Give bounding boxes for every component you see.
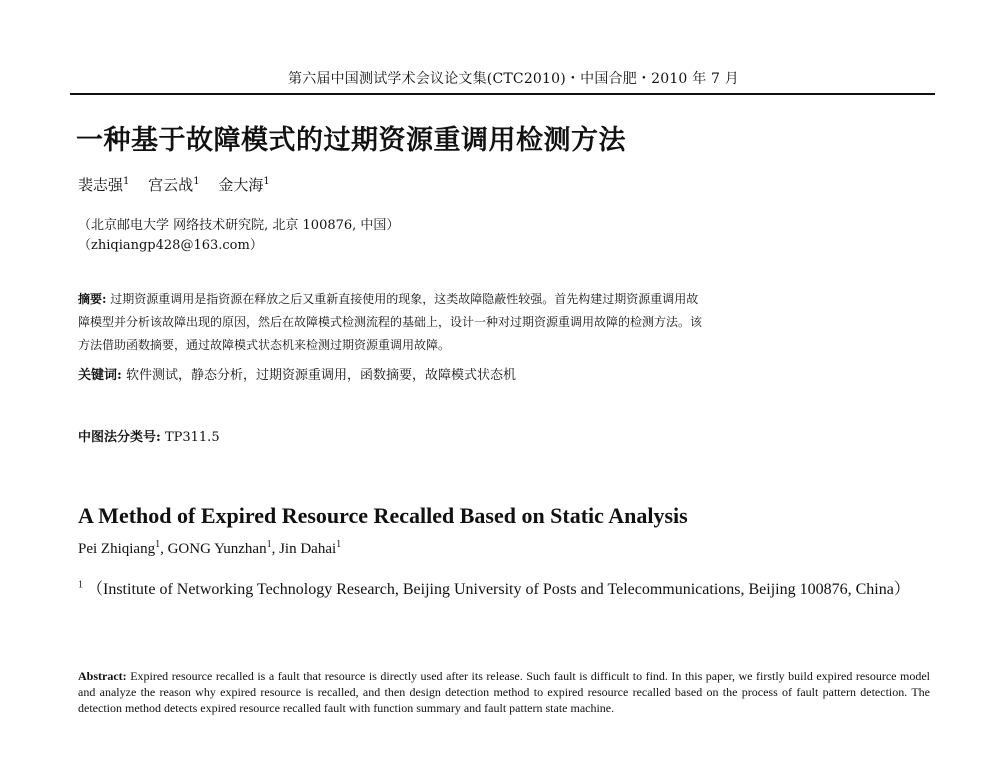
chinese-affiliation: [78, 216, 399, 256]
affiliation-text: （Institute of Networking Technology Research, Beijing University of Posts and Telecommunications, Beijing 100876, China）: [87, 581, 910, 598]
abstract-line: 障模型并分析该故障出现的原因，然后在故障模式检测流程的基础上，设计一种对过期资源重调用故障的检测方法。该: [78, 315, 703, 329]
chinese-keywords: [78, 364, 516, 383]
author-name: 裴志强: [78, 176, 124, 194]
keywords-text: 软件测试，静态分析，过期资源重调用，函数摘要，故障模式状态机: [125, 368, 516, 383]
running-header: 第六届中国测试学术会议论文集(CTC2010)・中国合肥・2010 年 7 月: [288, 71, 739, 87]
author-name: Jin Dahai: [279, 541, 337, 557]
author-name: Pei Zhiqiang: [78, 541, 156, 557]
classification-label: 中图法分类号:: [78, 430, 161, 445]
english-title: A Method of Expired Resource Recalled Based on Static Analysis: [78, 503, 688, 528]
affiliation-mark: 1: [193, 176, 200, 187]
chinese-author: [218, 176, 269, 194]
affiliation-mark: 1: [78, 579, 83, 591]
affiliation-mark: 1: [155, 539, 161, 550]
classification-number: [78, 426, 220, 445]
abstract-text: Expired resource recalled is a fault that resource is directly used after its release. Such fault is difficult to find. In this paper, we firstly build expired resource model and analyze the reason why expired resource is recalled, and then design detection method to expired resource recalled based on the process of fault pattern detection. The detection method detects expired resource recalled fault with function summary and fault pattern state machine.: [78, 669, 931, 715]
abstract-line: 摘要: 过期资源重调用是指资源在释放之后又重新直接使用的现象，这类故障隐蔽性较强。首先构建过期资源重调用故: [78, 292, 699, 306]
header-rule: [70, 93, 935, 95]
affiliation-mark: 1: [336, 539, 342, 550]
keywords-label: 关键词:: [78, 368, 122, 383]
affiliation-line: （北京邮电大学 网络技术研究院, 北京 100876, 中国）: [78, 218, 400, 233]
abstract-line: 方法借助函数摘要，通过故障模式状态机来检测过期资源重调用故障。: [78, 338, 451, 352]
author-name: GONG Yunzhan: [167, 541, 267, 557]
chinese-title: 一种基于故障模式的过期资源重调用检测方法: [76, 125, 626, 156]
affiliation-mark: 1: [263, 176, 270, 187]
abstract-label: Abstract:: [78, 669, 127, 683]
classification-code: TP311.5: [164, 430, 220, 445]
affiliation-mark: 1: [123, 176, 130, 187]
chinese-author: [78, 176, 129, 194]
chinese-abstract: [78, 288, 888, 357]
chinese-authors: [78, 174, 284, 195]
email-line: （zhiqiangp428@163.com）: [78, 238, 263, 253]
english-abstract: [78, 668, 930, 716]
author-name: 金大海: [218, 176, 264, 194]
chinese-author: [148, 176, 199, 194]
abstract-label: 摘要:: [78, 292, 107, 306]
affiliation-mark: 1: [266, 539, 272, 550]
author-name: 宫云战: [148, 176, 194, 194]
english-authors: Pei Zhiqiang$^1$, GONG Yunzhan$^1$, Jin Dahai$^1$: [78, 539, 342, 557]
english-affiliation: [78, 578, 928, 601]
